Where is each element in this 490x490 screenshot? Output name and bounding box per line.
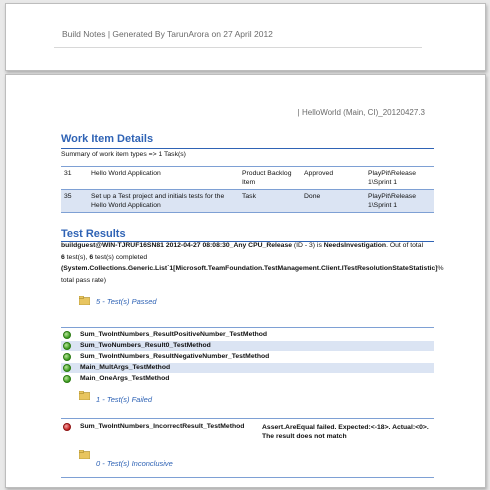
test-name: Main_OneArgs_TestMethod (80, 375, 170, 382)
pass-icon (63, 375, 71, 383)
list-item (61, 330, 434, 340)
test-name: Sum_TwoIntNumbers_ResultNegativeNumber_TestMethod (80, 353, 270, 360)
work-item-id: 35 (61, 190, 88, 213)
pass-icon (63, 364, 71, 372)
work-item-title-rule (61, 148, 434, 149)
failed-group-header (78, 391, 278, 403)
test-name: Main_MultArgs_TestMethod (80, 364, 171, 371)
total-test-count: 6 (61, 253, 65, 261)
pass-icon (63, 342, 71, 350)
pass-icon (63, 353, 71, 361)
table-row (61, 190, 434, 213)
passed-group-label: 5 - Test(s) Passed (96, 297, 157, 306)
content-page (5, 74, 486, 488)
test-count-suffix: test(s) completed (93, 253, 148, 261)
passed-group-rule (61, 327, 434, 328)
test-run-status: NeedsInvestigation (323, 242, 387, 249)
header-divider (54, 47, 422, 48)
folder-icon (79, 450, 90, 459)
failed-group-label: 1 - Test(s) Failed (96, 395, 152, 404)
list-item (61, 352, 434, 362)
pass-rate-suffix: % total pass rate) (61, 265, 444, 284)
build-id-label: | HelloWorld (Main, CI)_20120427.3 (297, 108, 425, 117)
test-run-summary (61, 240, 444, 286)
test-name: Sum_TwoNumbers_Result0_TestMethod (80, 342, 211, 349)
work-item-table (61, 166, 434, 213)
pass-icon (63, 331, 71, 339)
work-item-summary: Summary of work item types => 1 Task(s) (61, 151, 186, 158)
work-item-iteration: PlayPit\Release 1\Sprint 1 (365, 167, 434, 190)
work-item-title: Set up a Test project and initials tests for the Hello World Application (88, 190, 239, 213)
test-run-total-prefix: . Out of total (386, 242, 424, 249)
test-error-message: Assert.AreEqual failed. Expected:<-18>. Actual:<0>. The result does not match (262, 424, 429, 440)
list-item (61, 363, 434, 373)
test-name: Sum_TwoIntNumbers_ResultPositiveNumber_TestMethod (80, 331, 268, 338)
build-notes-header: Build Notes | Generated By TarunArora on 27 April 2012 (62, 29, 273, 39)
pass-rate-statistic: (System.Collections.Generic.List`1[Microsoft.TeamFoundation.TestManagement.Client.ITestResolutionStateStatistic] (61, 265, 438, 272)
test-name: Sum_TwoIntNumbers_IncorrectResult_TestMethod (80, 423, 245, 430)
work-item-type: Task (239, 190, 301, 213)
list-item (61, 374, 434, 384)
inconclusive-group-label: 0 - Test(s) Inconclusive (96, 459, 173, 468)
folder-icon (79, 391, 90, 400)
work-item-id: 31 (61, 167, 88, 190)
completed-test-count: 6 (89, 253, 94, 261)
folder-icon (79, 296, 90, 305)
fail-icon (63, 423, 71, 431)
work-item-details-title: Work Item Details (61, 133, 154, 145)
table-row (61, 167, 434, 190)
work-item-type: Product Backlog Item (239, 167, 301, 190)
failed-group-rule (61, 418, 434, 419)
work-item-title: Hello World Application (88, 167, 239, 190)
test-run-id: (ID - 3) is (292, 242, 324, 249)
header-page (5, 3, 486, 71)
work-item-state: Approved (301, 167, 365, 190)
inconclusive-group-rule (61, 477, 434, 478)
work-item-state: Done (301, 190, 365, 213)
inconclusive-group-header (78, 450, 278, 468)
list-item (61, 341, 434, 351)
list-item (61, 422, 434, 444)
test-results-title: Test Results (61, 228, 126, 240)
passed-group-header (78, 296, 278, 308)
test-run-name: buildguest@WIN-TJRUF16SN81 2012-04-27 08:08:30_Any CPU_Release (61, 242, 293, 249)
work-item-iteration: PlayPit\Release 1\Sprint 1 (365, 190, 434, 213)
test-count-mid: test(s), (64, 253, 90, 261)
